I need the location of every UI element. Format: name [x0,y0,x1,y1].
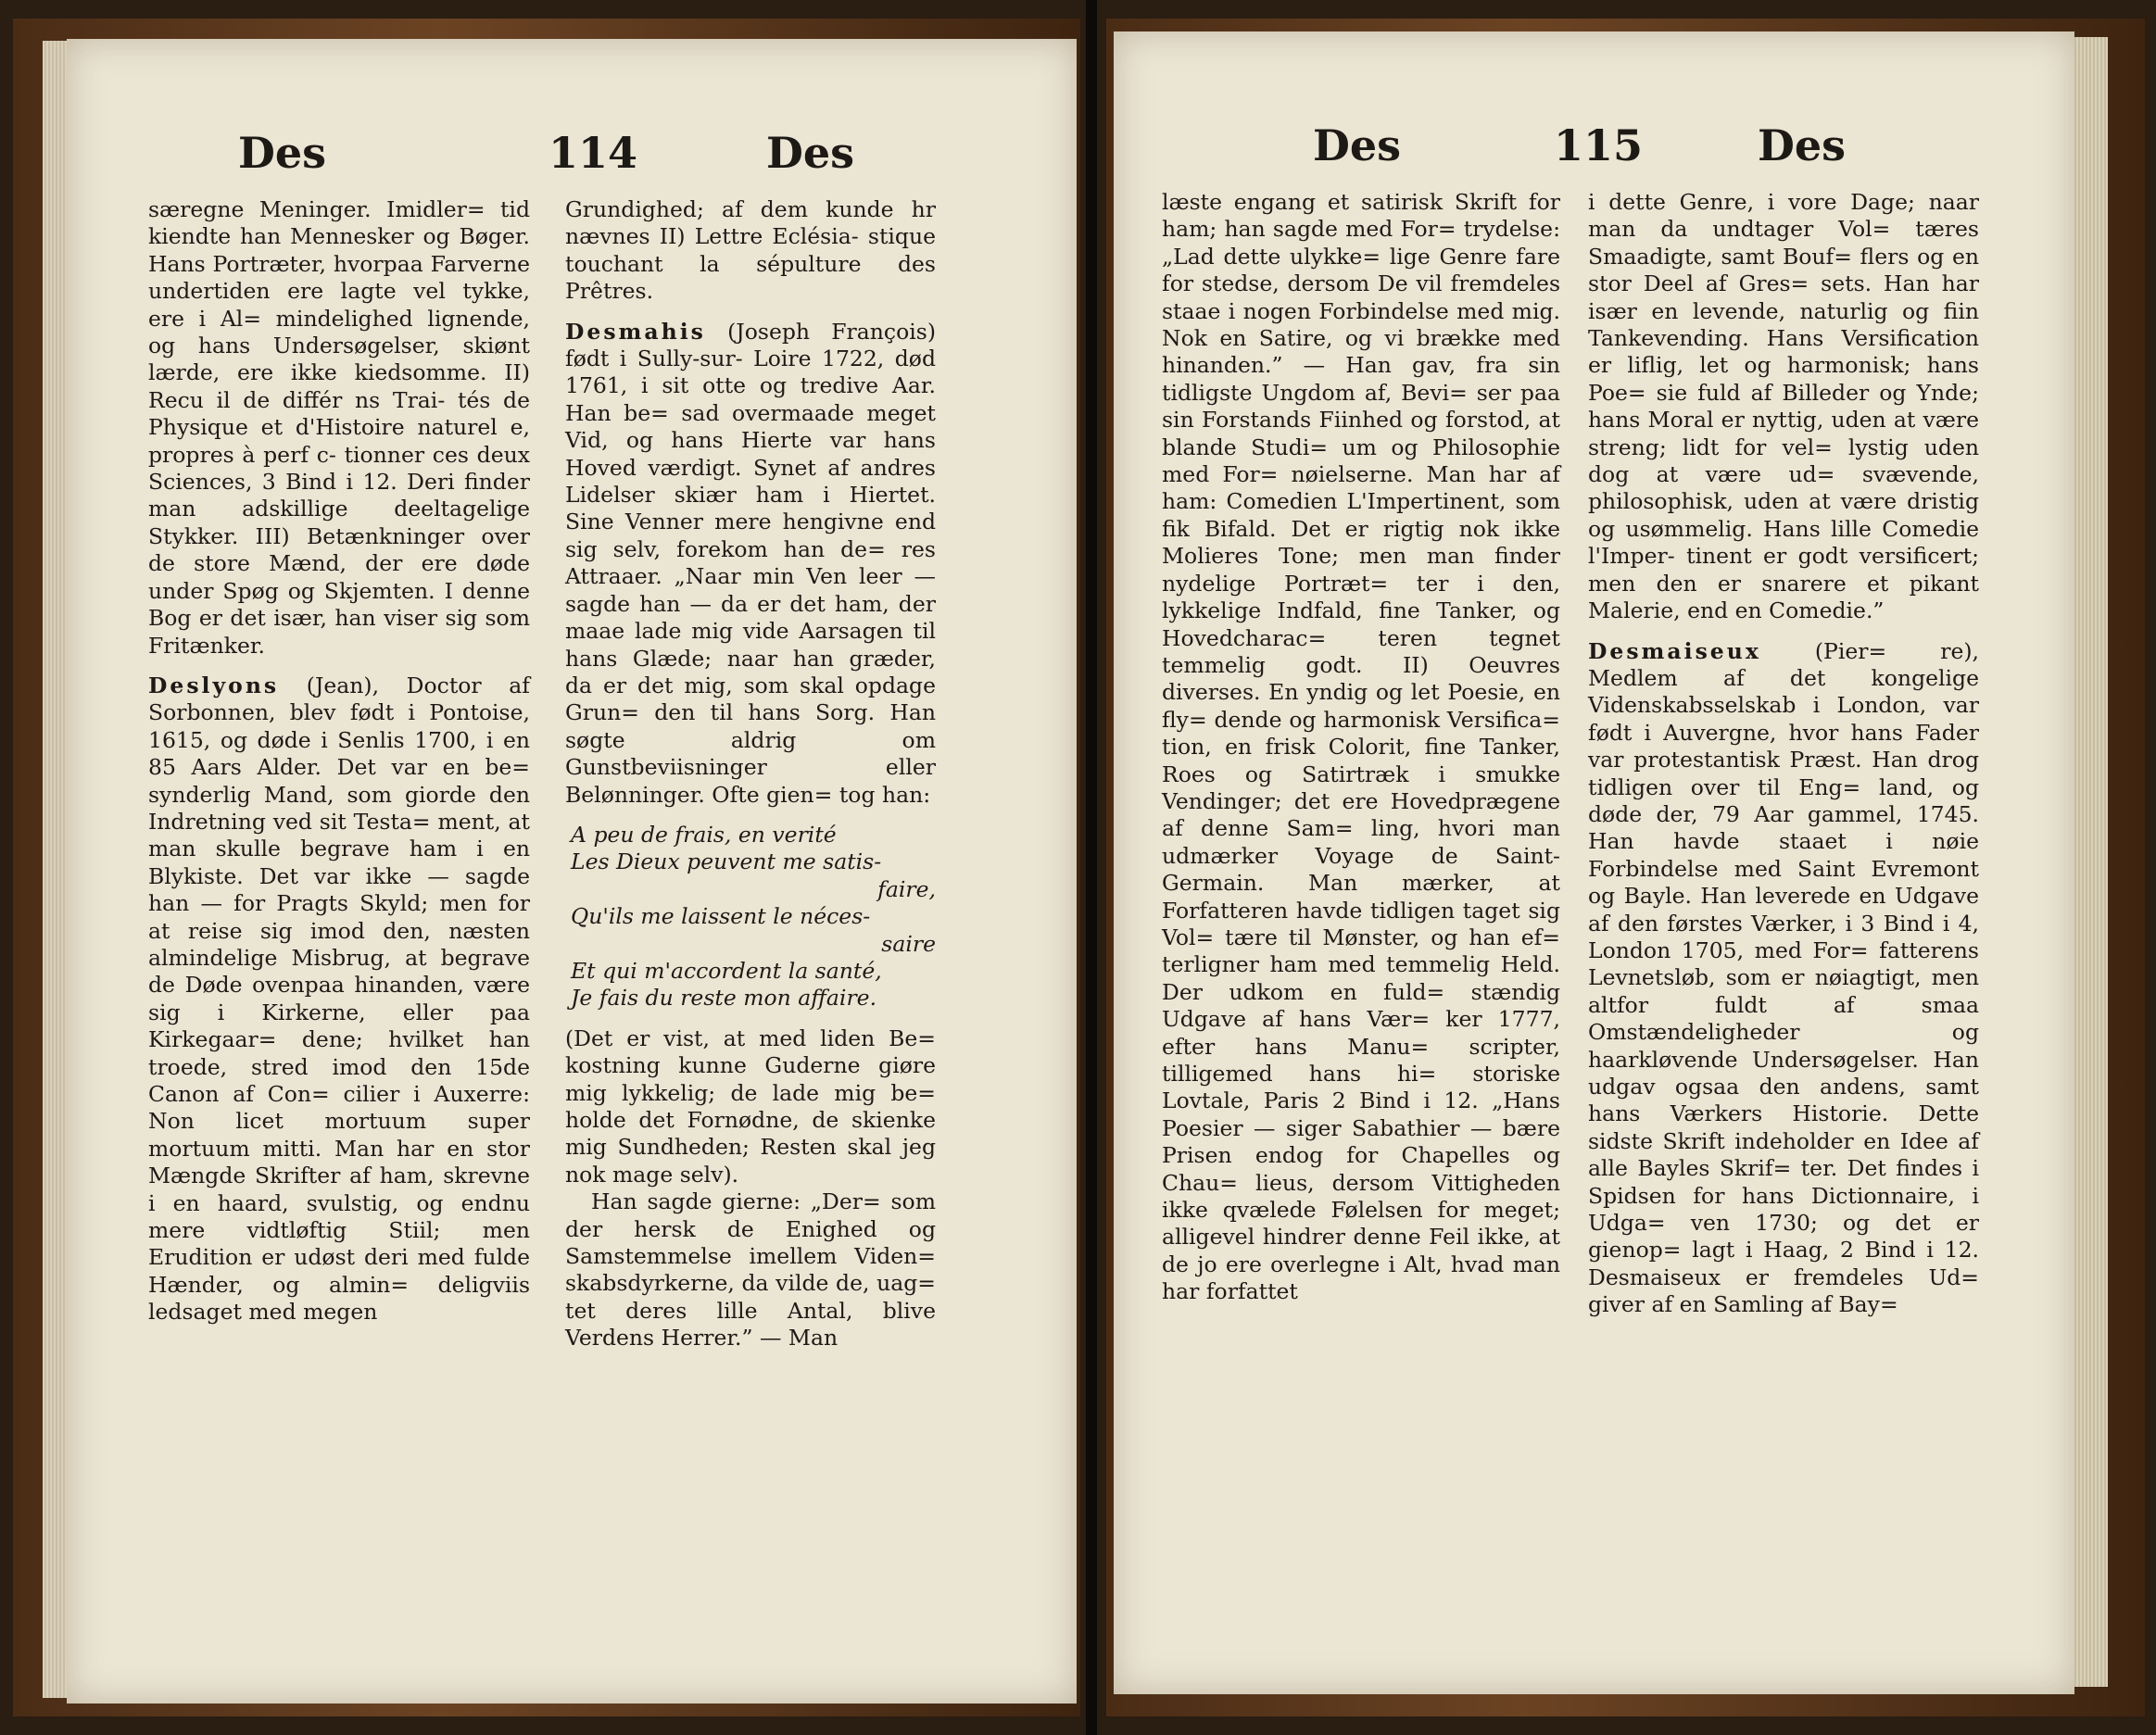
entry-desmaiseux [1588,638,1979,1319]
verse-line: Et qui m'accordent la santé, [571,957,882,984]
entry-text: (Jean), Doctor af Sorbonnen, blev født i Pontoise, 1615, og døde i Senlis 1700, i en 85 Aars Alder. Det var en be= synderlig Mand, som giorde den Indretning ved sit Testa= ment, at man skulle begrave ham i en Blykiste. Det var ikke — sagde han — for Pragts Skyld; men for at reise sig imod den, næsten almindelige Misbrug, at begrave de Døde ovenpaa hinanden, være sig i Kirkerne, eller paa Kirkegaar= dene; hvilket han troede, stred imod den 15de Canon af Con= cilier i Auxerre: Non licet mortuum super mortuum mitti. Man har en stor Mængde Skrifter af ham, skrevne i en haard, svulstig, og endnu mere vidtløftig Stiil; men Erudition er udøst deri med fulde Hænder, og almin= deligviis ledsaget med megen [148,672,530,1326]
entry-text: (Pier= re), Medlem af det kongelige Videnskabsselskab i London, var født i Auvergne, hvor hans Fader var protestantisk Præst. Han drog tidligen over til Eng= land, og døde der, 79 Aar gammel, 1745. Han havde staaet i nøie Forbindelse med Saint Evremont og Bayle. Han leverede en Udgave af den førstes Værker, i 3 Bind i 4, London 1705, med For= fatterens Levnetsløb, som er nøiagtigt, men altfor fuldt af smaa Omstændeligheder og haarkløvende Undersøgelser. Han udgav ogsaa den andens, samt hans Værkers Historie. Dette sidste Skrift indeholder en Idee af alle Bayles Skrif= ter. Det findes i Spidsen for hans Dictionnaire, i Udga= ven 1730; og det er gienop= lagt i Haag, 2 Bind i 12. Desmaiseux er fremdeles Ud= giver af en Samling af Bay= [1588,637,1979,1318]
entry-desmahis [565,319,936,809]
entry-title: Desmahis [565,318,706,345]
right-header-word-right: Des [1758,120,1847,170]
left-page [67,39,1077,1704]
paragraph: i dette Genre, i vore Dage; naar man da undtager Vol= tæres Smaadigte, samt Bouf= flers og en stor Deel af Gres= sets. Han har især en levende, naturlig og fiin Tankevending. Hans Versification er liflig, let og harmonisk; hans Poe= sie fuld af Billeder og Ynde; hans Moral er nyttig, uden at være streng; lidt for vel= lystig uden dog at være ud= svævende, philosophisk, uden at være dristig og usømmelig. Hans lille Comedie l'Imper- tinent er godt versificert; men den er snarere et pikant Malerie, end en Comedie.” [1588,189,1979,624]
paragraph: særegne Meninger. Imidler= tid kiendte han Mennesker og Bøger. Hans Portræter, hvorpaa Farverne undertiden ere lagte vel tykke, ere i Al= mindelighed lignende, og hans Undersøgelser, skiønt lærde, ere ikke kiedsomme. II) Recu il de différ ns Trai- tés de Physique et d'Histoire naturel e, propres à perf c- tionner ces deux Sciences, 3 Bind i 12. Deri finder man adskillige deeltagelige Stykker. III) Betænkninger over de store Mænd, der ere døde under Spøg og Skjemten. I denne Bog er det især, han viser sig som Fritænker. [148,196,530,659]
right-column-2 [1588,189,1979,1319]
right-page-frame [1097,0,2156,1735]
right-page [1114,31,2074,1694]
entry-deslyons [148,673,530,1326]
paragraph: Han sagde gierne: „Der= som der hersk de Enighed og Samstemmelse imellem Viden= skabsdyrkerne, da vilde de, uag= tet deres lille Antal, blive Verdens Herrer.” — Man [565,1188,936,1352]
right-page-header [1114,120,2074,185]
left-header-word-left: Des [238,128,327,178]
right-header-word-left: Des [1313,120,1402,170]
left-column-1 [148,196,530,1326]
paragraph: (Det er vist, at med liden Be= kostning kunne Guderne giøre mig lykkelig; de lade mig be= holde det Fornødne, de skienke mig Sundheden; Resten skal jeg nok mage selv). [565,1025,936,1188]
right-column-1 [1162,189,1560,1306]
left-header-word-right: Des [766,128,855,178]
left-column-2 [565,196,936,1352]
right-page-stack [2073,37,2108,1687]
right-page-columns [1114,189,2074,1694]
verse-line: Les Dieux peuvent me satis- [571,849,882,875]
paragraph: Grundighed; af dem kunde hr nævnes II) Lettre Eclésia- stique touchant la sépulture des Prêtres. [565,196,936,305]
paragraph: læste engang et satirisk Skrift for ham; han sagde med For= trydelse: „Lad dette ulykke= lige Genre fare for stedse, dersom De vil fremdeles staae i nogen Forbindelse med mig. Nok en Satire, og vi brække med hinanden.” — Han gav, fra sin tidligste Ungdom af, Bevi= ser paa sin Forstands Fiinhed og forstod, at blande Studi= um og Philosophie med For= nøielserne. Man har af ham: Comedien L'Impertinent, som fik Bifald. Det er rigtig nok ikke Molieres Tone; men man finder nydelige Portræt= ter i den, lykkelige Indfald, fine Tanker, og Hovedcharac= teren tegnet temmelig godt. II) Oeuvres diverses. En yndig og let Poesie, en fly= dende og harmonisk Versifica= tion, en frisk Colorit, fine Tanker, Roes og Satirtræk i smukke Vendinger; det ere Hovedprægene af denne Sam= ling, hvori man udmærker Voyage de Saint-Germain. Man mærker, at Forfatteren havde tidligen taget sig Vol= tære til Mønster, og han ef= terligner ham med temmelig Held. Der udkom en fuld= stændig Udgave af hans Vær= ker 1777, efter hans Manu= scripter, tilligemed hans hi= storiske Lovtale, Paris 2 Bind i 12. „Hans Poesier — siger Sabathier — bære Prisen endog for Chapelles og Chau= lieus, dersom Vittigheden ikke qvælede Følelsen for meget; alligevel hindrer denne Feil ikke, at de jo ere overlegne i Alt, hvad man har forfattet [1162,189,1560,1305]
left-page-stack [43,41,69,1698]
left-page-number: 114 [548,128,638,178]
left-page-columns [67,196,1077,1704]
verse-line: Qu'ils me laissent le néces- [571,903,871,930]
entry-title: Desmaiseux [1588,637,1761,664]
entry-title: Deslyons [148,672,280,698]
entry-text: (Joseph François) født i Sully-sur- Loire 1722, død 1761, i sit otte og tredive Aar. Han be= sad overmaade meget Vid, og hans Hierte var hans Hoved værdigt. Synet af andres Lidelser skiær ham i Hiertet. Sine Venner mere hengivne end sig selv, forekom han de= res Attraaer. „Naar min Ven leer — sagde han — da er det ham, der maae lade mig vide Aarsagen til hans Glæde; naar han græder, da er det mig, som skal opdage Grun= den til hans Sorg. Han søgte aldrig om Gunstbeviisninger eller Belønninger. Ofte gien= tog han: [565,318,936,808]
french-verse [571,822,936,1012]
verse-line: Je fais du reste mon affaire. [571,985,877,1012]
verse-line: faire, [877,875,936,902]
left-page-header [67,128,1077,193]
right-page-number: 115 [1554,120,1644,170]
verse-line: A peu de frais, en verité [571,821,837,848]
verse-line: saire [881,930,936,957]
